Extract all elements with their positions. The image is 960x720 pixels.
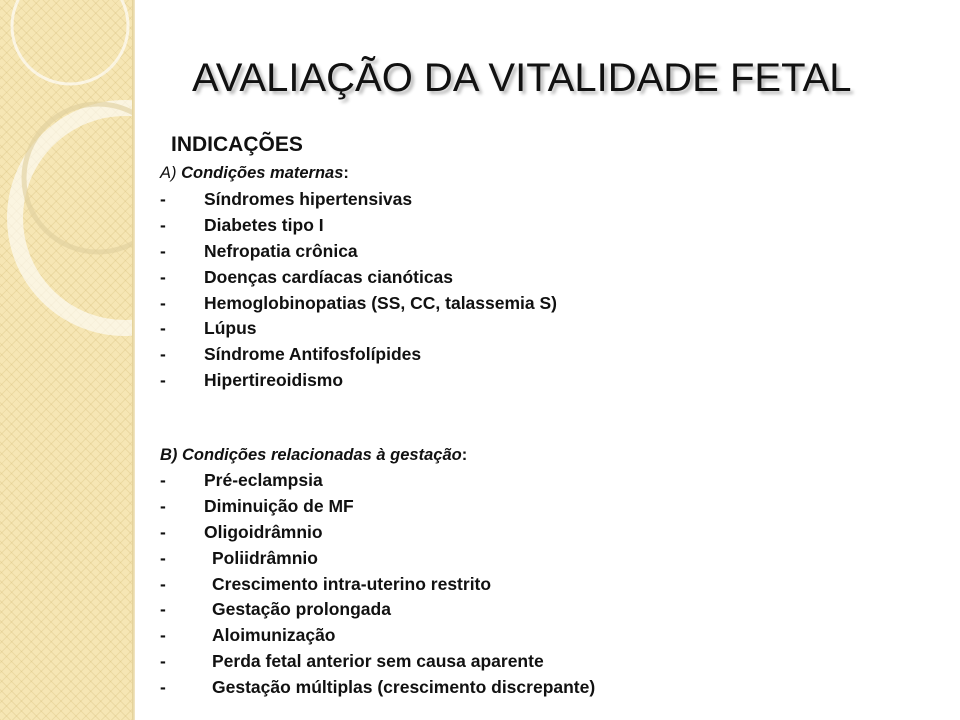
section-a-heading <box>160 164 349 183</box>
list-item-text: Poliidrâmnio <box>212 547 318 568</box>
list-item-text: Lúpus <box>204 318 257 339</box>
list-item-text: Crescimento intra-uterino restrito <box>212 573 492 594</box>
list-bullet: - <box>160 547 166 568</box>
section-a-colon: : <box>343 164 349 182</box>
list-item-text: Doenças cardíacas cianóticas <box>204 266 454 287</box>
subtitle-indicacoes: INDICAÇÕES <box>171 133 303 156</box>
list-bullet: - <box>160 189 166 209</box>
list-bullet: - <box>160 521 166 542</box>
list-item-text: Perda fetal anterior sem causa aparente <box>212 651 544 672</box>
list-item-text: Hemoglobinopatias (SS, CC, talassemia S) <box>204 292 557 313</box>
decorative-ring-top <box>12 0 128 84</box>
list-bullet: - <box>160 625 166 646</box>
section-b-name: Condições relacionadas à gestação <box>182 446 462 464</box>
list-bullet: - <box>160 599 166 620</box>
section-b-letter: B) <box>160 446 178 464</box>
list-item-text: Diminuição de MF <box>204 495 354 516</box>
slide-title: AVALIAÇÃO DA VITALIDADE FETAL <box>192 56 852 100</box>
list-item-text: Hipertireoidismo <box>204 370 344 391</box>
list-bullet: - <box>160 573 166 594</box>
list-bullet: - <box>160 292 166 313</box>
list-item-text: Diabetes tipo I <box>204 214 324 235</box>
list-bullet: - <box>160 651 166 672</box>
list-bullet: - <box>160 495 166 516</box>
list-bullet: - <box>160 266 166 287</box>
list-item-text: Aloimunização <box>212 625 336 646</box>
decorative-sidebar <box>0 0 132 720</box>
section-b-colon: : <box>461 446 468 464</box>
list-item-text: Síndrome Antifosfolípides <box>204 344 422 365</box>
list-item-text: Gestação múltiplas (crescimento discrepante) <box>212 677 596 698</box>
section-a-letter: A) <box>160 164 177 182</box>
list-bullet: - <box>160 344 166 365</box>
list-item-text: Gestação prolongada <box>212 599 391 620</box>
list-bullet: - <box>160 370 166 391</box>
section-a-name: Condições maternas <box>181 164 344 182</box>
list-bullet: - <box>160 240 166 261</box>
list-item-text: Oligoidrâmnio <box>204 521 323 542</box>
list-item-text: Síndromes hipertensivas <box>204 189 413 209</box>
decorative-rings-graphic <box>0 0 132 720</box>
section-b-heading <box>160 446 467 465</box>
list-bullet: - <box>160 214 166 235</box>
sidebar-divider <box>132 0 135 720</box>
list-bullet: - <box>160 470 166 490</box>
list-bullet: - <box>160 318 166 339</box>
list-item-text: Nefropatia crônica <box>204 240 358 261</box>
list-bullet: - <box>160 677 166 698</box>
list-item-text: Pré-eclampsia <box>204 470 323 490</box>
